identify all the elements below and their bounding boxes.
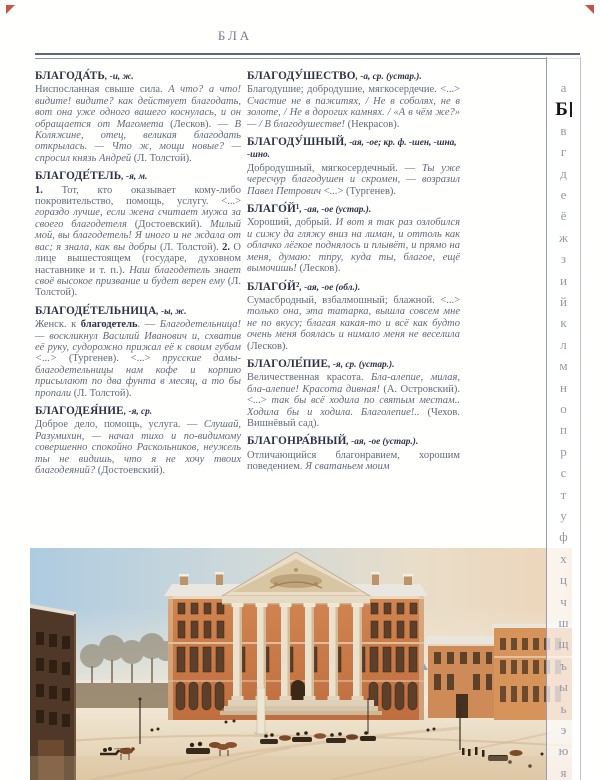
alphabet-letter-ю[interactable]: ю (558, 743, 569, 759)
headword: БЛАГОДЕЯ́НИЕ (35, 404, 124, 417)
dictionary-entry (35, 71, 241, 164)
entry-body: Ниспосланная свыше сила. А что? а что! видите! видите? как действует благодать, вот она уже одного вашего коснулась, и он обращается от Магомета (Лесков). — В Коляжине, отец, великая благодать открылась. — Что ж, мощи новые? — спросил князь Андрей (Л. Толстой). (35, 84, 241, 164)
entry-head (247, 204, 460, 216)
entry-head (247, 137, 460, 162)
entry-body: Добродушный, мягкосердечный. — Ты уже чересчур благодушен и скромен, — возразил Павел Петрович <...> (Тургенев). (247, 162, 460, 197)
headword: БЛАГОДЕ́ТЕЛЬНИЦА (35, 304, 157, 317)
dictionary-entry (247, 71, 460, 130)
alphabet-letter-о[interactable]: о (560, 401, 567, 416)
dictionary-entry (247, 282, 460, 352)
alphabet-letter-н[interactable]: н (560, 379, 567, 395)
alphabet-letter-х[interactable]: х (560, 550, 567, 566)
headword: БЛАГОДА́ТЬ (35, 70, 105, 82)
alphabet-letter-е[interactable]: е (560, 187, 567, 202)
alphabet-letter-р[interactable]: р (560, 443, 567, 459)
alphabet-index (546, 57, 581, 780)
alphabet-letter-ё[interactable]: ё (560, 208, 567, 224)
entry-body: Благодушие; добродушие, мягкосердечие. <...> Счастие не в пажитях, / Не в соболях, не в золоте, / Не в дорогих камнях. / «А в чём же?» — / В благодушестве! (Некрасов). (247, 84, 460, 130)
grammar-label: , -а, ср. (устар.). (355, 72, 422, 82)
grammar-label: , -я, ср. (устар.). (328, 359, 395, 370)
entry-body: 1. Тот, кто оказывает кому-либо покровительство, помощь, услугу. <...> гораздо лучше, если жена считает мужа за своего благодетеля (Достоевский). Милый мой, вы благодетель! Я иного и не ждала от вас; я знала, как вы добры (Л. Толстой). 2. О лице вышестоящем (государе, духовном наставнике и т. п.). Наш благодетель знает своё высокое призвание и будет верен ему (Л. Толстой). (35, 184, 241, 299)
dictionary-entry (35, 406, 241, 476)
alphabet-letter-ц[interactable]: ц (560, 572, 567, 588)
alphabet-letter-а[interactable]: а (560, 80, 567, 95)
grammar-label: , -я, м. (121, 172, 148, 183)
alphabet-letter-у[interactable]: у (560, 508, 567, 523)
grammar-label: , -ая, -ое (устар.). (346, 437, 419, 448)
alphabet-letter-д[interactable]: д (560, 165, 567, 181)
alphabet-letter-з[interactable]: з (560, 251, 567, 267)
entry-body: Отличающийся благонравием, хорошим поведением. Я сватаньем моим (247, 449, 460, 473)
alphabet-letter-й[interactable]: й (560, 294, 567, 309)
alphabet-letter-ф[interactable]: ф (559, 529, 568, 545)
alphabet-letter-я[interactable]: я (560, 764, 567, 780)
alphabet-letter-ш[interactable]: ш (558, 615, 569, 630)
page-corner-mark-left[interactable] (6, 5, 15, 14)
dictionary-entry (247, 204, 460, 274)
dictionary-entry (247, 137, 460, 197)
alphabet-letter-с[interactable]: с (560, 465, 567, 481)
alphabet-letter-ы[interactable]: ы (559, 679, 568, 695)
column-right (247, 71, 460, 480)
alphabet-letter-т[interactable]: т (560, 486, 567, 502)
alphabet-letter-ж[interactable]: ж (559, 229, 568, 245)
entry-head (247, 71, 460, 83)
entry-body: Хороший, добрый. И вот я так раз озлобился и сижу да гляжу вниз на лиман, и оттоль как облачко лёгкое поднялось и плывёт, и прямо на меня, думаю: тпру, куда ты, благое, ещё вымочишь! (Лесков). (247, 217, 460, 275)
entry-head (35, 71, 241, 83)
entry-head (35, 406, 241, 418)
grammar-label: , -ая, -ое; кр. ф. -шен, -шна, -шно. (247, 138, 457, 161)
alphabet-letter-п[interactable]: п (560, 422, 567, 438)
alphabet-letter-к[interactable]: к (560, 315, 567, 331)
alphabet-letter-и[interactable]: и (560, 272, 567, 288)
entry-head (35, 306, 241, 318)
entry-head (247, 436, 460, 448)
headword: БЛАГОДУ́ШНЫЙ (247, 136, 345, 149)
headword: БЛАГОДУ́ШЕСТВО (247, 70, 356, 82)
alphabet-letter-ь[interactable]: ь (560, 700, 567, 716)
alphabet-letter-г[interactable]: г (560, 144, 567, 160)
dictionary-entry (35, 171, 241, 298)
dictionary-entry (35, 306, 241, 399)
grammar-label: , -ая, -ое (обл.). (299, 282, 361, 293)
entry-body: Величественная красота. Бла-алепие, милая, бла-алепие! Красота дивная! (А. Островский). <...> так бы всё ходила по святым местам.. Ходила бы и ходила. Благолепие!.. (Чехов. Вишнёвый сад). (247, 372, 460, 429)
running-head: БЛА (217, 28, 253, 43)
left-dark-building (30, 604, 76, 780)
headword: БЛАГО́Й¹ (247, 203, 300, 216)
headword: БЛАГОЛЕ́ПИЕ (247, 357, 329, 370)
entry-body: Сумасбродный, взбалмошный; блажной. <...> только она, эта татарка, вышла совсем мне не по вкусу; благая какая-то и всё как будто очень меня боялась и нимало меня не веселила (Лесков). (247, 294, 460, 352)
entry-head (247, 359, 460, 371)
dictionary-entry (247, 436, 460, 472)
alphabet-letter-щ[interactable]: щ (558, 636, 569, 652)
column-left (35, 71, 241, 483)
alphabet-letter-м[interactable]: м (559, 358, 568, 374)
alphabet-letter-л[interactable]: л (560, 336, 567, 352)
mansion-winter-scene (30, 548, 572, 780)
alphabet-letter-ч[interactable]: ч (560, 593, 567, 609)
headword: БЛАГОДЕ́ТЕЛЬ (35, 170, 122, 183)
page-corner-mark-right[interactable] (585, 5, 594, 14)
painting-illustration (30, 548, 572, 780)
entry-body: Доброе дело, помощь, услуга. — Слушай, Разумихин, — начал тихо и по-видимому совершенно спокойно Раскольников, неужель ты не видишь, что я не хочу твоих благодеяний? (Достоевский). (35, 419, 241, 476)
alphabet-letter-в[interactable]: в (560, 122, 567, 138)
alphabet-letter-ъ[interactable]: ъ (560, 657, 567, 673)
grammar-label: , -я, ср. (123, 406, 153, 417)
entry-body: Женск. к благодетель. — Благодетельница! — воскликнул Василий Иванович и, схватив её руку, судорожно прижал её к своим губам <...> (Тургенев). <...> прусские дамы-благодетельницы нам кофе и корпию присылают по два фунта в месяц, а то бы пропали (Л. Толстой). (35, 319, 241, 399)
header-rule (35, 53, 580, 59)
entry-head (35, 171, 241, 183)
dictionary-entry (247, 359, 460, 429)
headword: БЛАГО́Й² (247, 280, 300, 293)
headword: БЛАГОНРА́ВНЫЙ (247, 435, 347, 448)
alphabet-letter-э[interactable]: э (560, 722, 567, 737)
grammar-label: , -ая, -ое (устар.). (299, 205, 372, 216)
grammar-label: , -и, ж. (104, 72, 134, 82)
grammar-label: , -ы, ж. (156, 306, 187, 317)
entry-head (247, 282, 460, 294)
alphabet-letter-б[interactable]: Б (547, 99, 580, 119)
